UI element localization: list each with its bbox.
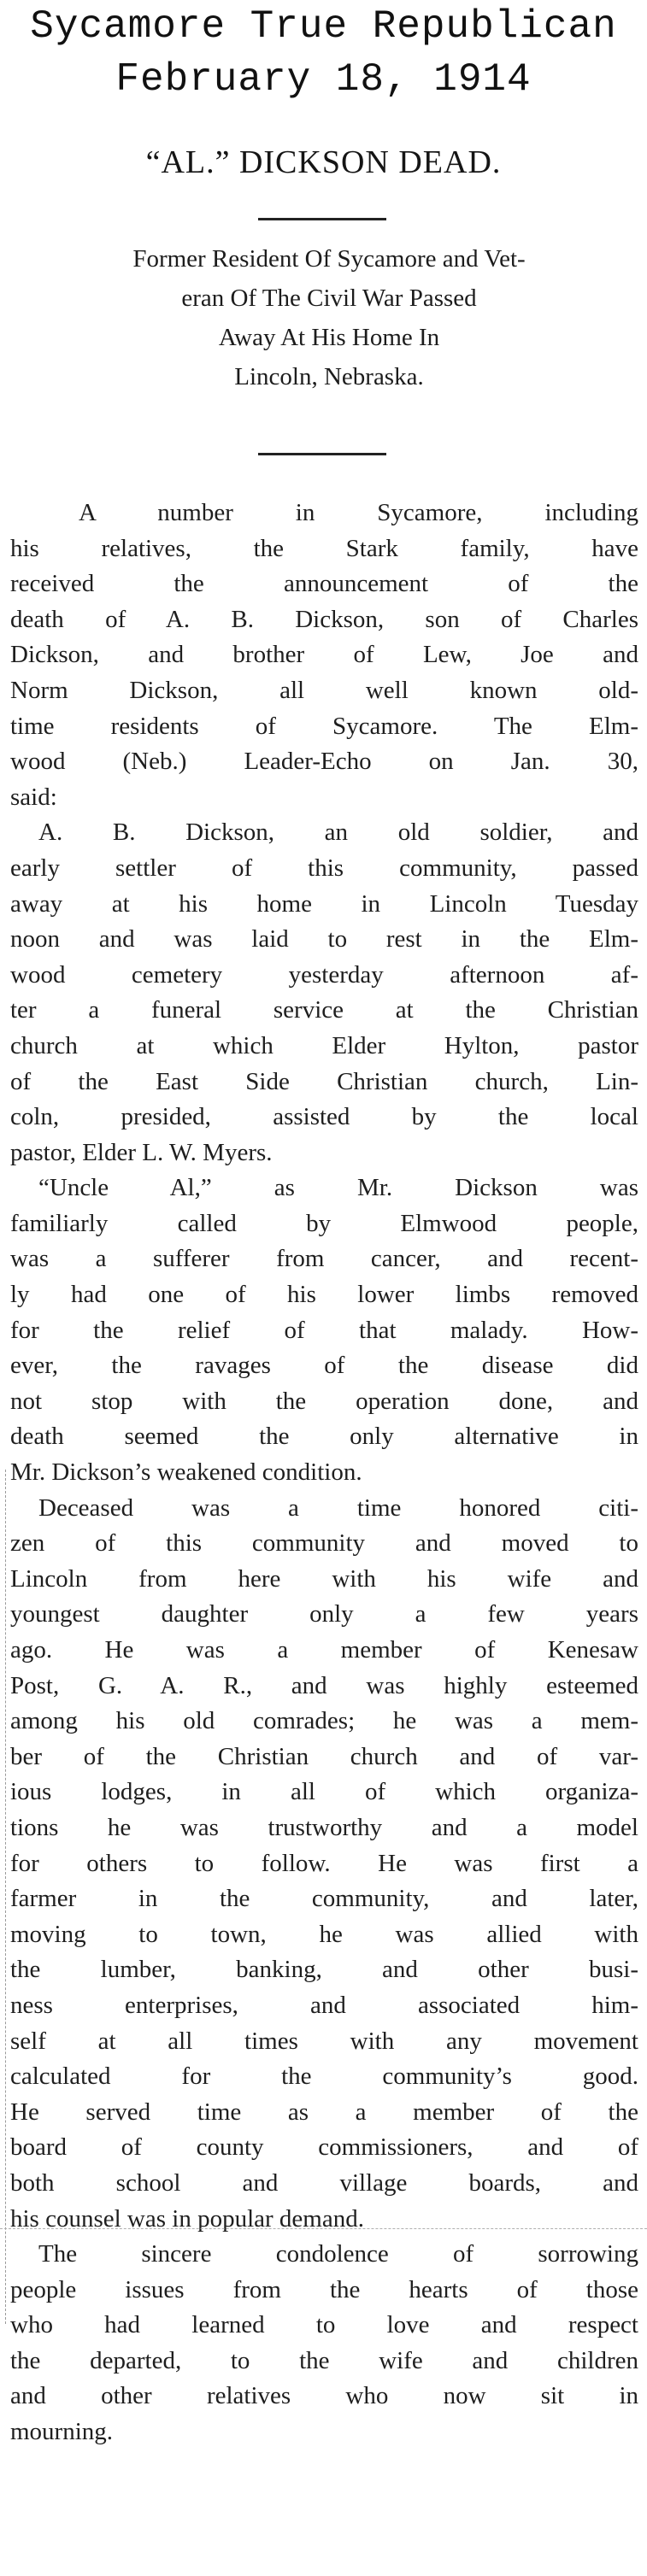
article-line: ious lodges, in all of which organiza-	[10, 1778, 638, 1806]
article-line: death of A. B. Dickson, son of Charles	[10, 605, 638, 633]
article-line: the departed, to the wife and children	[10, 2346, 638, 2374]
article-line: Deceased was a time honored citi-	[38, 1493, 638, 1522]
article-line: early settler of this community, passed	[10, 854, 638, 882]
subhead-line: eran Of The Civil War Passed	[181, 285, 477, 312]
article-line: calculated for the community’s good.	[10, 2063, 638, 2091]
article-line: for the relief of that malady. How-	[10, 1316, 638, 1344]
article-line: his counsel was in popular demand.	[10, 2204, 364, 2233]
article-line: ago. He was a member of Kenesaw	[10, 1636, 638, 1664]
article-paragraph	[10, 815, 638, 1171]
paper-fold-line	[0, 2228, 647, 2229]
article-line: of the East Side Christian church, Lin-	[10, 1067, 638, 1095]
article-subheadline	[34, 239, 624, 396]
publication-date: February 18, 1914	[115, 57, 532, 102]
article-line: ly had one of his lower limbs removed	[10, 1281, 638, 1309]
article-line: was a sufferer from cancer, and recent-	[10, 1245, 638, 1273]
article-line: away at his home in Lincoln Tuesday	[10, 889, 638, 918]
subhead-line: Former Resident Of Sycamore and Vet-	[132, 245, 526, 273]
article-line: his relatives, the Stark family, have	[10, 534, 638, 562]
article-line: noon and was laid to rest in the Elm-	[10, 925, 638, 954]
article-line: He served time as a member of the	[10, 2098, 638, 2126]
article-line: Mr. Dickson’s weakened condition.	[10, 1458, 362, 1487]
article-line: both school and village boards, and	[10, 2168, 638, 2197]
article-line: the lumber, banking, and other busi-	[10, 1956, 638, 1984]
article-line: time residents of Sycamore. The Elm-	[10, 712, 638, 740]
newspaper-name: Sycamore True Republican	[30, 4, 617, 49]
article-paragraph	[10, 1171, 638, 1490]
article-line: wood (Neb.) Leader-Echo on Jan. 30,	[10, 748, 638, 776]
article-line: self at all times with any movement	[10, 2027, 638, 2055]
article-line: ter a funeral service at the Christian	[10, 996, 638, 1024]
article-line: ness enterprises, and associated him-	[10, 1991, 638, 2019]
article-line: zen of this community and moved to	[10, 1529, 638, 1558]
headline-divider	[258, 218, 386, 220]
article-line: Post, G. A. R., and was highly esteemed	[10, 1671, 638, 1699]
article-line: A number in Sycamore, including	[79, 499, 638, 526]
article-line: among his old comrades; he was a mem-	[10, 1707, 638, 1735]
article-line: received the announcement of the	[10, 570, 638, 598]
article-line: youngest daughter only a few years	[10, 1600, 638, 1628]
article-line: who had learned to love and respect	[10, 2311, 638, 2339]
article-headline: “AL.” DICKSON DEAD.	[145, 144, 502, 180]
article-line: and other relatives who now sit in	[10, 2382, 638, 2410]
article-line: “Uncle Al,” as Mr. Dickson was	[38, 1174, 638, 1202]
article-line: pastor, Elder L. W. Myers.	[10, 1138, 273, 1166]
article-line: moving to town, he was allied with	[10, 1920, 638, 1948]
article-line: people issues from the hearts of those	[10, 2275, 638, 2303]
article-paragraph	[10, 2237, 638, 2450]
article-paragraph	[10, 496, 638, 815]
article-line: board of county commissioners, and of	[10, 2133, 638, 2162]
article-line: familiarly called by Elmwood people,	[10, 1209, 638, 1237]
article-line: tions he was trustworthy and a model	[10, 1813, 638, 1841]
article-line: for others to follow. He was first a	[10, 1849, 638, 1877]
article-line: church at which Elder Hylton, pastor	[10, 1031, 638, 1059]
article-line: Dickson, and brother of Lew, Joe and	[10, 641, 638, 669]
article-line: death seemed the only alternative in	[10, 1423, 638, 1451]
article-line: coln, presided, assisted by the local	[10, 1103, 638, 1131]
article-line: Norm Dickson, all well known old-	[10, 676, 638, 704]
article-line: ber of the Christian church and of var-	[10, 1742, 638, 1770]
article-body	[10, 496, 638, 2450]
article-line: not stop with the operation done, and	[10, 1387, 638, 1415]
article-line: The sincere condolence of sorrowing	[38, 2240, 638, 2268]
article-line: Lincoln from here with his wife and	[10, 1564, 638, 1593]
article-line: A. B. Dickson, an old soldier, and	[38, 819, 638, 847]
article-line: ever, the ravages of the disease did	[10, 1352, 638, 1380]
article-line: wood cemetery yesterday afternoon af-	[10, 960, 638, 989]
clipping-header	[0, 0, 647, 106]
subhead-divider	[258, 453, 386, 455]
article-line: said:	[10, 783, 57, 811]
clipping-cut-edge	[5, 1470, 6, 2324]
subhead-line: Away At His Home In	[218, 324, 440, 351]
article-line: mourning.	[10, 2418, 114, 2446]
subhead-line: Lincoln, Nebraska.	[234, 363, 424, 390]
article-paragraph	[10, 1491, 638, 2237]
article-line: farmer in the community, and later,	[10, 1885, 638, 1913]
